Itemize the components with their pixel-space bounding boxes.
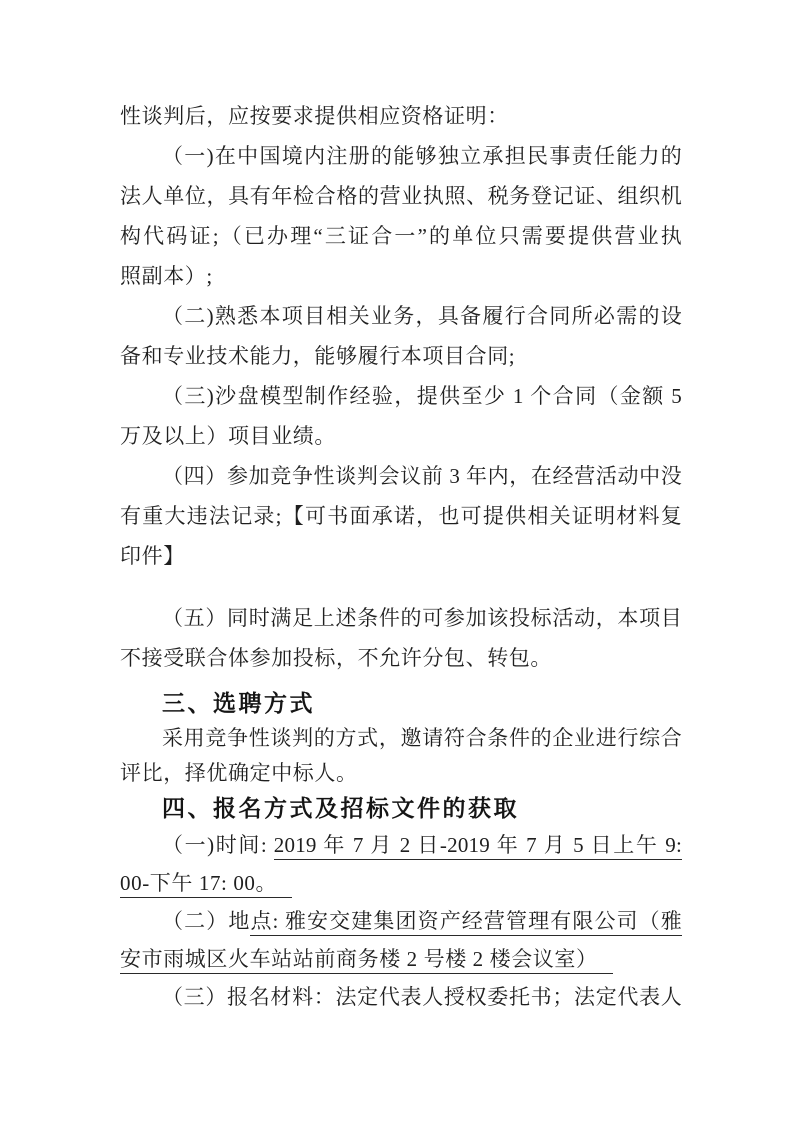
text-segment: 评比，择优确定中标人。 [120, 761, 358, 785]
document-lines [120, 96, 682, 1016]
text-segment: （三）报名材料：法定代表人授权委托书；法定代表人 [162, 985, 682, 1009]
para-item-2-line [120, 296, 682, 336]
para-item-3-line [120, 376, 682, 416]
text-segment: 采用竞争性谈判的方式，邀请符合条件的企业进行综合 [162, 726, 682, 750]
text-segment: 万及以上）项目业绩。 [120, 424, 336, 448]
para-item-1-line [120, 216, 682, 256]
text-segment: 三、选聘方式 [162, 690, 315, 716]
para-item-4-line [120, 496, 682, 536]
underline-location-value: 安市雨城区火车站站前商务楼 2 号楼 2 楼会议室） [120, 947, 613, 974]
text-segment: （一)时间: [162, 833, 274, 857]
heading-signup-method [120, 791, 682, 826]
underline-time-value: 2019 年 7 月 2 日-2019 年 7 月 5 日上午 9: [274, 833, 682, 860]
underline-time-value: 00-下午 17: 00。 [120, 871, 292, 898]
para-item-4-line [120, 536, 682, 576]
para-signup-time-line [120, 826, 682, 864]
para-qualification-intro-line [120, 96, 682, 136]
text-segment: 法人单位，具有年检合格的营业执照、税务登记证、组织机 [120, 184, 682, 208]
text-segment: 不接受联合体参加投标，不允许分包、转包。 [120, 646, 552, 670]
text-segment: 照副本）; [120, 264, 213, 288]
text-segment: （四）参加竞争性谈判会议前 3 年内，在经营活动中没 [162, 464, 682, 488]
text-segment: （五）同时满足上述条件的可参加该投标活动，本项目 [162, 606, 682, 630]
para-item-2-line [120, 336, 682, 376]
para-item-1-line [120, 256, 682, 296]
text-segment: （二)熟悉本项目相关业务，具备履行合同所必需的设 [162, 304, 682, 328]
para-item-1-line [120, 136, 682, 176]
para-signup-location-line [120, 902, 682, 940]
text-segment: （二）地 [162, 909, 251, 933]
para-signup-location-line [120, 940, 682, 978]
text-segment: （一)在中国境内注册的能够独立承担民事责任能力的 [162, 144, 682, 168]
text-segment: （三)沙盘模型制作经验，提供至少 1 个合同（金额 5 [162, 384, 682, 408]
text-segment: 有重大违法记录;【可书面承诺，也可提供相关证明材料复 [120, 504, 682, 528]
para-selection-method-line [120, 721, 682, 756]
para-signup-time-line [120, 864, 682, 902]
para-item-3-line [120, 416, 682, 456]
text-segment: 备和专业技术能力，能够履行本项目合同; [120, 344, 516, 368]
text-segment: 性谈判后，应按要求提供相应资格证明： [120, 104, 509, 128]
para-item-4-line [120, 456, 682, 496]
text-segment: 印件】 [120, 544, 185, 568]
para-item-1-line [120, 176, 682, 216]
text-segment: 构代码证;（已办理“三证合一”的单位只需要提供营业执 [120, 224, 682, 248]
para-item-5-line [120, 598, 682, 638]
para-signup-materials-line [120, 978, 682, 1016]
para-selection-method-line [120, 756, 682, 791]
underline-location-value: 点: 雅安交建集团资产经营管理有限公司（雅 [250, 909, 682, 936]
text-segment: 四、报名方式及招标文件的获取 [162, 795, 519, 821]
heading-selection-method [120, 686, 682, 721]
para-item-5-line [120, 638, 682, 678]
